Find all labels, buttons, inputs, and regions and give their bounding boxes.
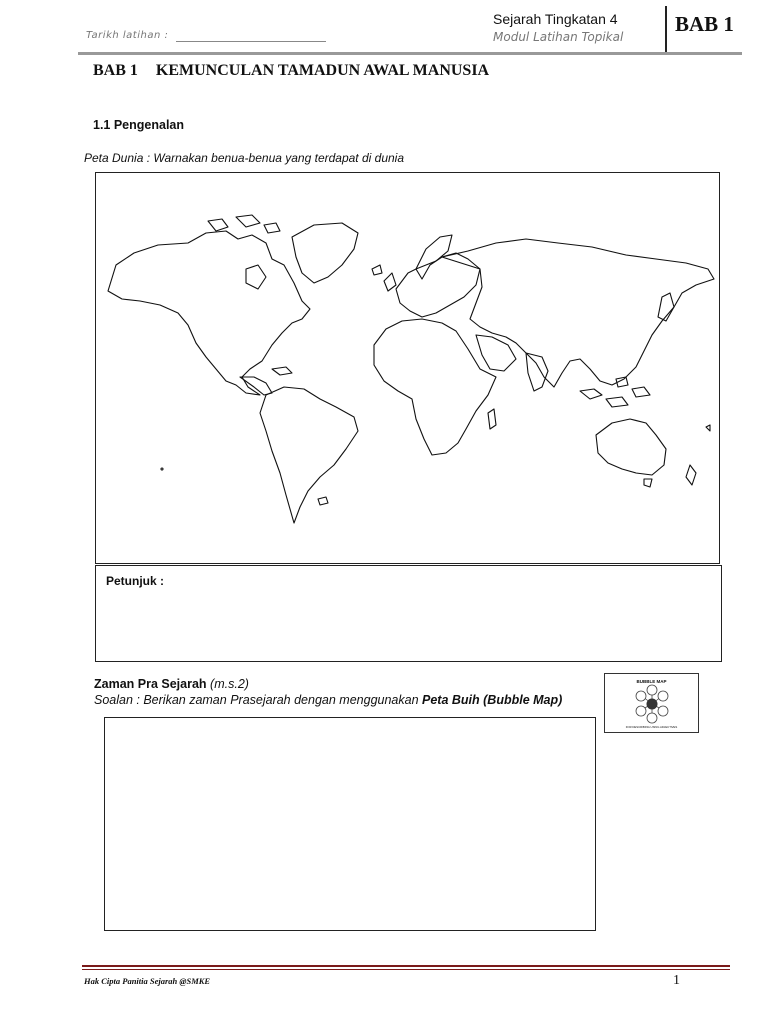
date-fill-line [176, 41, 326, 42]
page-title [93, 62, 489, 80]
header-divider [665, 6, 667, 53]
bubble-map-caption: FOR DESCRIBING USING ADJECTIVES [625, 725, 678, 729]
europe-outline [396, 253, 480, 317]
chapter-badge: BAB 1 [675, 12, 734, 36]
bubble-map-title: BUBBLE MAP [636, 679, 667, 684]
question-prompt [94, 693, 562, 707]
topic-title: Zaman Pra Sejarah [94, 677, 207, 691]
legend-label: Petunjuk : [106, 574, 165, 588]
north-america-outline [108, 231, 310, 395]
chapter-number: BAB 1 [93, 62, 138, 79]
bubble-map-thumbnail [604, 673, 699, 733]
question-topic [94, 677, 249, 691]
footer-rule-thick [82, 965, 730, 967]
legend-box[interactable] [95, 565, 722, 662]
map-instruction: Peta Dunia : Warnakan benua-benua yang terdapat di dunia [84, 151, 405, 165]
answer-box[interactable] [104, 717, 596, 931]
section-heading: 1.1 Pengenalan [93, 118, 185, 132]
header-rule [78, 52, 742, 55]
australia-outline [596, 419, 666, 475]
module-subtitle: Modul Latihan Topikal [493, 30, 624, 44]
subject-title: Sejarah Tingkatan 4 [493, 11, 618, 27]
question-method: Peta Buih (Bubble Map) [422, 693, 563, 707]
world-map-frame [95, 172, 720, 564]
footer-copyright: Hak Cipta Panitia Sejarah @SMKE [84, 976, 211, 986]
footer-rule-thin [82, 969, 730, 970]
chapter-title: KEMUNCULAN TAMADUN AWAL MANUSIA [155, 62, 490, 79]
south-america-outline [260, 387, 358, 523]
date-label: Tarikh latihan : [86, 30, 169, 41]
greenland-outline [292, 223, 358, 283]
page-reference: (m.s.2) [210, 677, 249, 691]
question-text: Soalan : Berikan zaman Prasejarah dengan menggunakan [94, 693, 419, 707]
asia-outline [442, 239, 714, 387]
page-number: 1 [673, 973, 680, 988]
world-map-outline [96, 173, 719, 563]
